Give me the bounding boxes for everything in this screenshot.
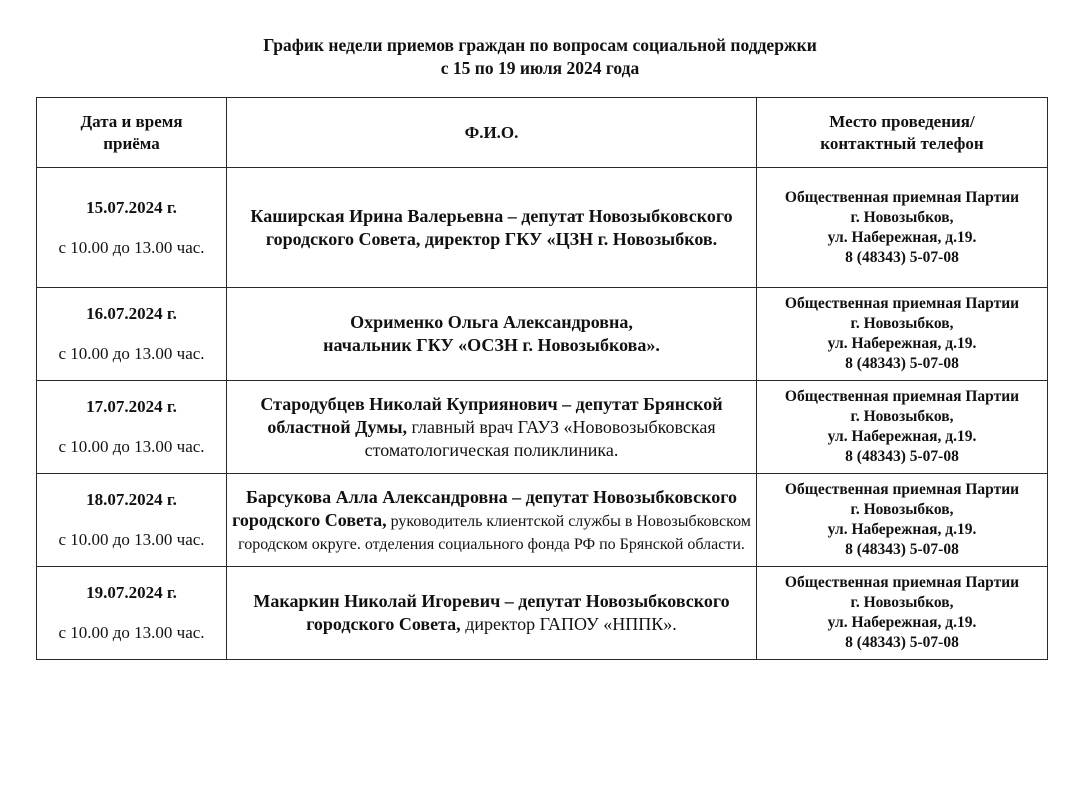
place-line: г. Новозыбков, xyxy=(850,208,954,226)
reception-date-cell xyxy=(37,168,227,288)
official-cell xyxy=(227,168,757,288)
place-line: Общественная приемная Партии xyxy=(784,188,1020,206)
place-line: 8 (48343) 5-07-08 xyxy=(845,634,959,651)
official-name: Макаркин Николай Игоревич xyxy=(253,591,501,611)
official-role: начальник ГКУ «ОСЗН г. Новозыбкова». xyxy=(323,335,660,355)
official-role: депутат Новозыбковского городского Совета, xyxy=(232,486,737,530)
official-role: депутат Новозыбковского городского Совета, xyxy=(306,591,730,634)
reception-place-cell xyxy=(757,567,1048,660)
schedule-table xyxy=(36,97,1048,660)
official-role: депутат Брянской областной Думы, xyxy=(267,393,723,437)
header-place xyxy=(757,98,1048,168)
reception-time: с 10.00 до 13.00 час. xyxy=(58,344,205,363)
title-line-1: График недели приемов граждан по вопросам социальной поддержки xyxy=(263,35,817,55)
reception-date: 18.07.2024 г. xyxy=(86,490,177,509)
official-cell xyxy=(227,288,757,381)
title-line-2: с 15 по 19 июля 2024 года xyxy=(440,58,640,78)
name-separator: – xyxy=(503,205,522,226)
place-line: г. Новозыбков, xyxy=(850,501,954,518)
place-line: г. Новозыбков, xyxy=(850,315,954,332)
header-place-line-1: Место проведения/ xyxy=(829,111,975,131)
place-line: ул. Набережная, д.19. xyxy=(827,428,977,445)
reception-time: с 10.00 до 13.00 час. xyxy=(58,623,205,642)
place-line: 8 (48343) 5-07-08 xyxy=(845,541,959,558)
official-name: Барсукова Алла Александровна xyxy=(246,486,508,507)
official-role: депутат Новозыбковского городского Совета, директор ГКУ «ЦЗН г. Новозыбков. xyxy=(265,205,733,249)
place-line: г. Новозыбков, xyxy=(850,594,954,611)
place-line: ул. Набережная, д.19. xyxy=(827,228,977,246)
place-line: г. Новозыбков, xyxy=(850,408,954,425)
table-row xyxy=(37,168,1048,288)
official-name: Охрименко Ольга Александровна, xyxy=(350,312,633,332)
official-name: Стародубцев Николай Куприянович xyxy=(260,393,558,414)
reception-date-cell xyxy=(37,567,227,660)
table-header-row xyxy=(37,98,1048,168)
place-line: Общественная приемная Партии xyxy=(784,295,1020,312)
reception-place-cell xyxy=(757,168,1048,288)
official-cell xyxy=(227,381,757,474)
header-date-line-1: Дата и время xyxy=(80,111,183,131)
place-line: ул. Набережная, д.19. xyxy=(827,335,977,352)
official-cell xyxy=(227,474,757,567)
reception-date: 17.07.2024 г. xyxy=(86,397,177,416)
name-separator: – xyxy=(557,393,576,414)
reception-date: 16.07.2024 г. xyxy=(86,304,177,323)
place-line: ул. Набережная, д.19. xyxy=(827,521,977,538)
document-title xyxy=(0,34,1080,80)
place-line: Общественная приемная Партии xyxy=(784,388,1020,405)
header-date-line-2: приёма xyxy=(103,133,160,153)
place-line: Общественная приемная Партии xyxy=(784,481,1020,498)
place-line: 8 (48343) 5-07-08 xyxy=(845,448,959,465)
reception-date-cell xyxy=(37,381,227,474)
table-row xyxy=(37,567,1048,660)
place-line: ул. Набережная, д.19. xyxy=(827,614,977,631)
header-date-time xyxy=(37,98,227,168)
header-full-name: Ф.И.О. xyxy=(227,98,757,168)
official-role: директор ГАПОУ «НППК». xyxy=(460,614,677,634)
name-separator: – xyxy=(507,486,526,507)
reception-place-cell xyxy=(757,288,1048,381)
place-line: 8 (48343) 5-07-08 xyxy=(845,355,959,372)
name-separator: – xyxy=(500,591,519,611)
reception-date-cell xyxy=(37,474,227,567)
official-role: главный врач ГАУЗ «Нововозыбковская стоматологическая поликлиника. xyxy=(364,416,716,460)
reception-time: с 10.00 до 13.00 час. xyxy=(58,530,205,549)
place-line: Общественная приемная Партии xyxy=(784,574,1020,591)
table-row xyxy=(37,288,1048,381)
place-line: 8 (48343) 5-07-08 xyxy=(845,248,959,266)
reception-place-cell xyxy=(757,474,1048,567)
official-name: Каширская Ирина Валерьевна xyxy=(250,205,504,226)
reception-time: с 10.00 до 13.00 час. xyxy=(58,437,205,456)
official-role: руководитель клиентской службы в Новозыбковском городском округе. отделения социального фонда РФ по Брянской области. xyxy=(238,512,751,553)
reception-date: 19.07.2024 г. xyxy=(86,583,177,602)
reception-date-cell xyxy=(37,288,227,381)
official-cell xyxy=(227,567,757,660)
table-row xyxy=(37,474,1048,567)
reception-place-cell xyxy=(757,381,1048,474)
reception-date: 15.07.2024 г. xyxy=(86,197,177,217)
reception-time: с 10.00 до 13.00 час. xyxy=(58,237,205,257)
header-place-line-2: контактный телефон xyxy=(820,133,984,153)
table-row xyxy=(37,381,1048,474)
